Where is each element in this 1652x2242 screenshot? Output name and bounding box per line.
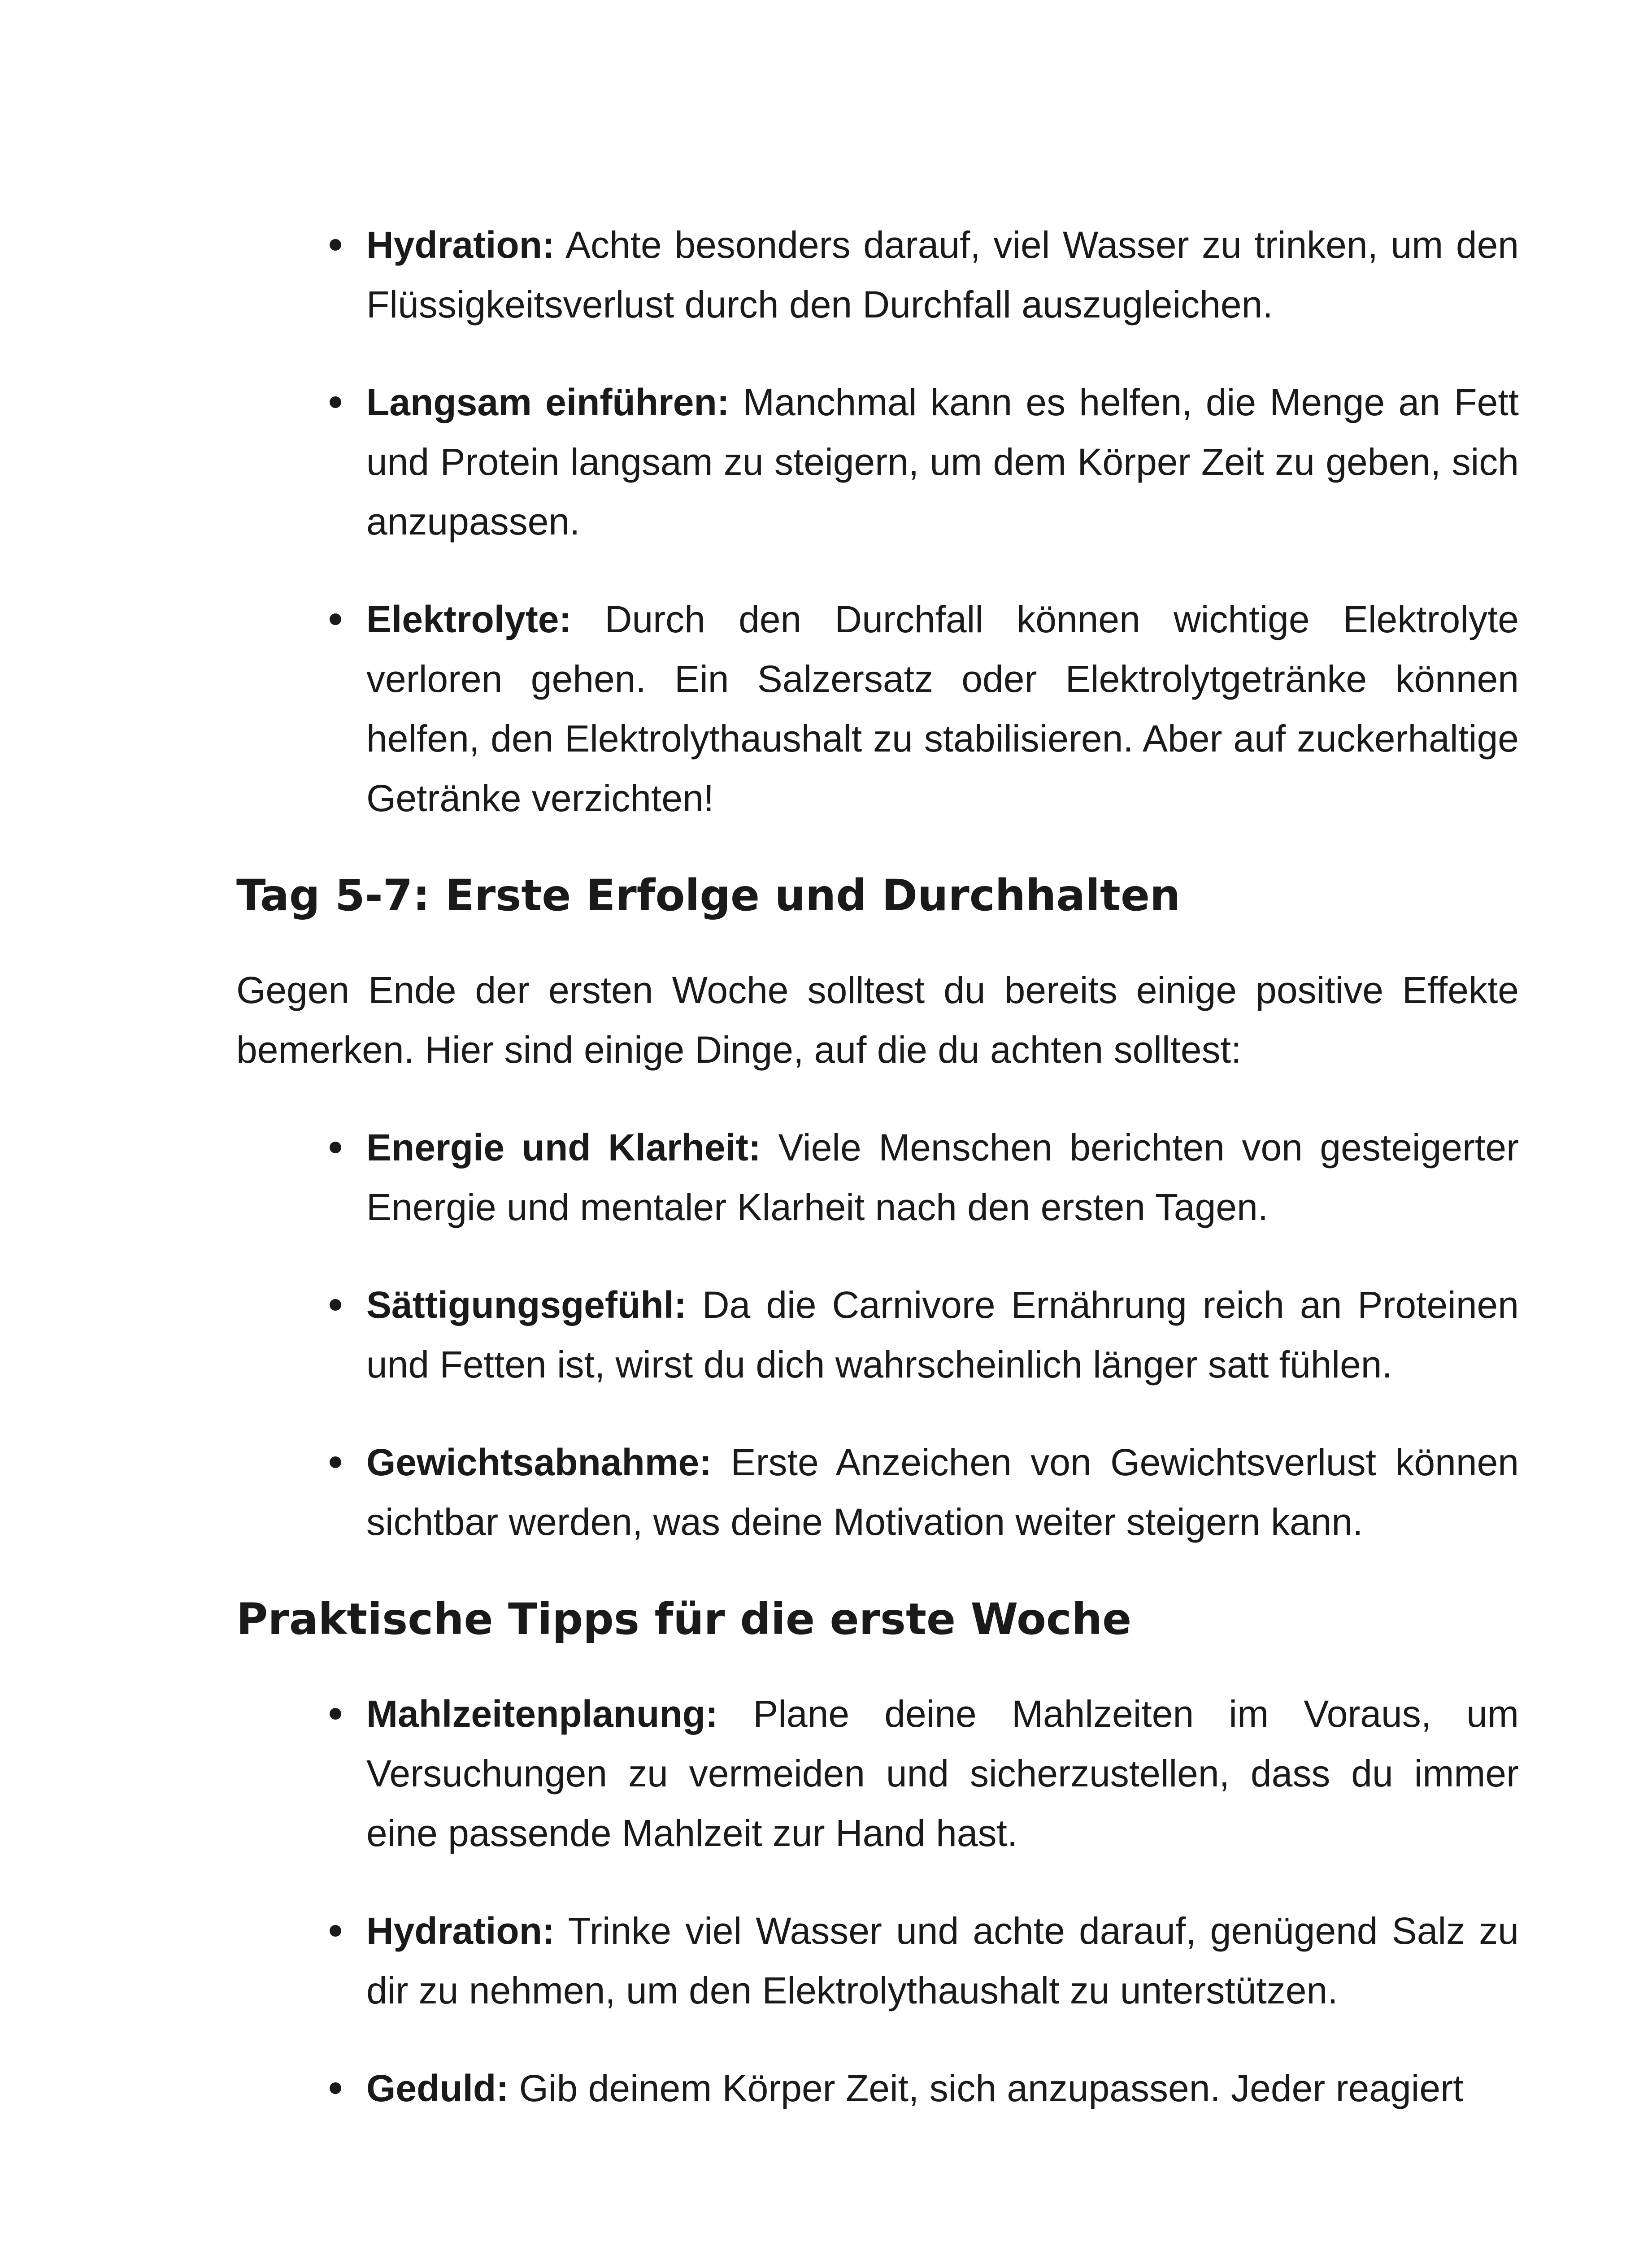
list-item-term: Hydration: [366, 224, 555, 266]
bullet-dot-icon [330, 1299, 341, 1311]
list-item [366, 1684, 1519, 1863]
list-item-term: Mahlzeitenplanung: [366, 1693, 718, 1735]
list-item [366, 590, 1519, 828]
list-item [366, 2059, 1519, 2118]
bullet-list-symptoms [236, 215, 1519, 828]
list-item-term: Energie und Klarheit: [366, 1126, 761, 1169]
section-heading: Tag 5-7: Erste Erfolge und Durchhalten [236, 870, 1181, 921]
list-item-text: Da die Carnivore Ernährung reich an Proteinen und Fetten ist, wirst du dich wahrscheinlich länger satt fühlen. [366, 1284, 1519, 1386]
bullet-dot-icon [330, 1708, 341, 1720]
bullet-dot-icon [330, 396, 341, 408]
list-item-text: Achte besonders darauf, viel Wasser zu trinken, um den Flüssigkeitsverlust durch den Durchfall auszugleichen. [366, 224, 1519, 326]
list-item-term: Geduld: [366, 2067, 509, 2109]
list-item-term: Elektrolyte: [366, 598, 572, 640]
bullet-dot-icon [330, 1142, 341, 1153]
list-item-text: Viele Menschen berichten von gesteigerter Energie und mentaler Klarheit nach den ersten Tagen. [366, 1126, 1519, 1228]
list-item-text: Gib deinem Körper Zeit, sich anzupassen. Jeder reagiert [519, 2067, 1464, 2109]
list-item-text: Trinke viel Wasser und achte darauf, genügend Salz zu dir zu nehmen, um den Elektrolythaushalt zu unterstützen. [366, 1910, 1519, 2012]
list-item-text: Erste Anzeichen von Gewichtsverlust können sichtbar werden, was deine Motivation weiter steigern kann. [366, 1441, 1519, 1543]
list-item [366, 373, 1519, 552]
list-item [366, 1118, 1519, 1237]
list-item-text: Durch den Durchfall können wichtige Elektrolyte verloren gehen. Ein Salzersatz oder Elektrolytgetränke können helfen, den Elektrolythaushalt zu stabilisieren. Aber auf zuckerhaltige Getränke verzichten! [366, 598, 1519, 819]
list-item-text: Manchmal kann es helfen, die Menge an Fett und Protein langsam zu steigern, um dem Körper Zeit zu geben, sich anzupassen. [366, 381, 1519, 543]
bullet-dot-icon [330, 613, 341, 625]
section-intro-paragraph: Gegen Ende der ersten Woche solltest du bereits einige positive Effekte bemerken. Hier sind einige Dinge, auf die du achten solltest: [236, 969, 1519, 1071]
section-heading: Praktische Tipps für die erste Woche [236, 1594, 1132, 1644]
list-item-term: Hydration: [366, 1910, 555, 1952]
list-item-term: Sättigungsgefühl: [366, 1284, 687, 1326]
bullet-dot-icon [330, 2082, 341, 2094]
bullet-dot-icon [330, 1925, 341, 1937]
list-item-term: Gewichtsabnahme: [366, 1441, 712, 1483]
page-content [236, 215, 1519, 2156]
bullet-dot-icon [330, 239, 341, 251]
list-item-term: Langsam einführen: [366, 381, 730, 423]
list-item [366, 215, 1519, 335]
bullet-list-effects [236, 1118, 1519, 1552]
list-item [366, 1901, 1519, 2020]
list-item [366, 1433, 1519, 1552]
bullet-list-tips [236, 1684, 1519, 2118]
list-item [366, 1275, 1519, 1395]
list-item-text: Plane deine Mahlzeiten im Voraus, um Versuchungen zu vermeiden und sicherzustellen, dass du immer eine passende Mahlzeit zur Hand hast. [366, 1693, 1519, 1854]
bullet-dot-icon [330, 1456, 341, 1468]
